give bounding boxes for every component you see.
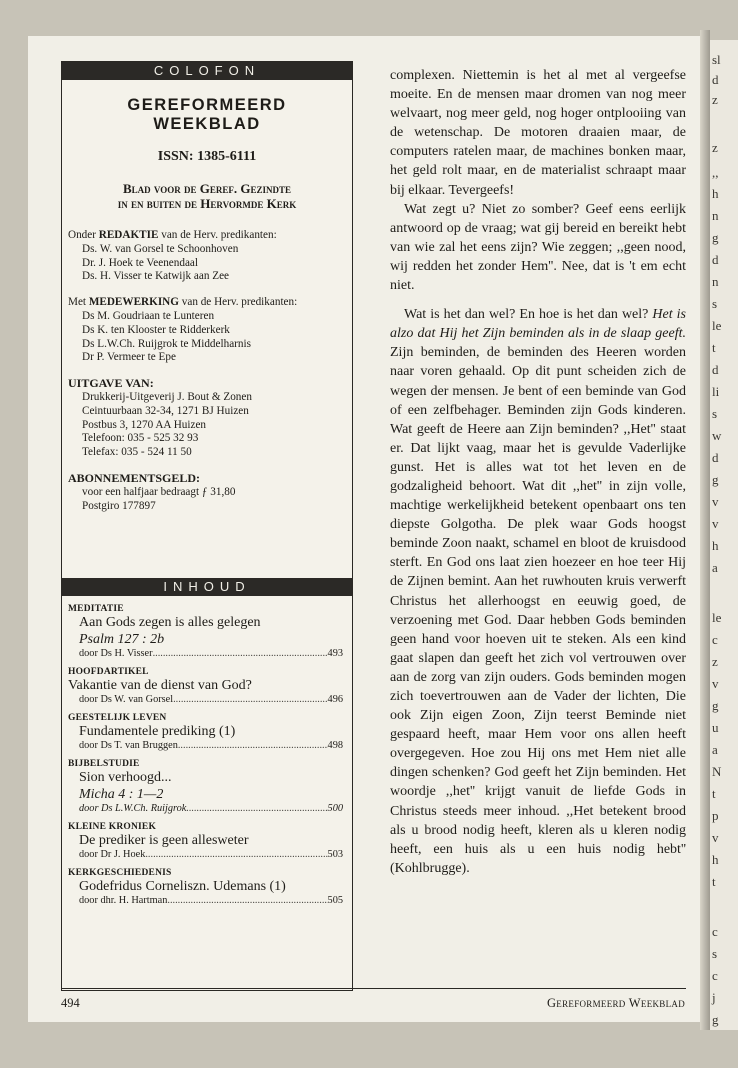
toc-page: 498 bbox=[327, 740, 343, 751]
adjacent-page-fragment: d bbox=[712, 72, 719, 87]
adjacent-page-fragment: N bbox=[712, 764, 722, 779]
medewerking-member: Dr P. Vermeer te Epe bbox=[82, 351, 176, 364]
toc-author-line: door dhr. H. Hartman ..... 505 bbox=[79, 895, 343, 906]
masthead-line-2: WEEKBLAD bbox=[153, 115, 261, 133]
adjacent-page-fragment: u bbox=[712, 720, 719, 735]
adjacent-page-fragment: c bbox=[712, 968, 718, 983]
uitgave-heading: UITGAVE VAN: bbox=[68, 376, 154, 391]
toc-entry bbox=[62, 822, 352, 860]
abonnement-block bbox=[68, 472, 352, 513]
adjacent-page-fragment: le bbox=[712, 318, 722, 333]
adjacent-page-fragment: a bbox=[712, 742, 718, 757]
adjacent-page-fragment: h bbox=[712, 186, 719, 201]
adjacent-page-fragment: n bbox=[712, 274, 719, 289]
adjacent-page-fragment: z bbox=[712, 140, 718, 155]
adjacent-page-fragment: g bbox=[712, 1012, 719, 1027]
adjacent-page-fragment: c bbox=[712, 924, 718, 939]
redactie-member: Dr. J. Hoek te Veenendaal bbox=[82, 256, 198, 269]
medewerking-block bbox=[68, 296, 352, 365]
medewerking-member: Ds L.W.Ch. Ruijgrok te Middelharnis bbox=[82, 337, 251, 350]
adjacent-page-fragment: g bbox=[712, 230, 719, 245]
adjacent-page-fragment: g bbox=[712, 698, 719, 713]
toc-category: HOOFDARTIKEL bbox=[68, 667, 149, 677]
article-column bbox=[390, 66, 686, 878]
redactie-member: Ds. W. van Gorsel te Schoonhoven bbox=[82, 242, 239, 255]
abonnement-heading: ABONNEMENTSGELD: bbox=[68, 470, 201, 485]
inhoud-box bbox=[61, 578, 353, 991]
adjacent-page-fragment: v bbox=[712, 494, 719, 509]
adjacent-page-fragment: z bbox=[712, 92, 718, 107]
adjacent-page-fragment: t bbox=[712, 874, 716, 889]
adjacent-page-fragment: t bbox=[712, 786, 716, 801]
adjacent-page-fragment: sl bbox=[712, 52, 721, 67]
redactie-intro: Onder REDAKTIE van de Herv. predikanten: bbox=[68, 229, 277, 241]
toc-title: Godefridus Corneliszn. Udemans (1) bbox=[79, 879, 286, 894]
toc-category: BIJBELSTUDIE bbox=[68, 759, 140, 769]
toc-page: 505 bbox=[327, 895, 343, 906]
article-paragraph: complexen. Niettemin is het al met al vergeefse moeite. En de mensen maar dromen van nog meer welvaart, nog meer geld, nog hoger ontplooiing van de wetenschap. De motoren draaien maar, de computers ratelen maar, de machines bonken maar, het geld rolt maar, en de materialist schraapt maar bij elkaar. Tevergeefs! bbox=[390, 68, 686, 198]
toc-entry bbox=[62, 713, 352, 751]
adjacent-page-edge bbox=[710, 40, 738, 1030]
toc-title: Sion verhoogd... bbox=[79, 770, 172, 785]
adjacent-page-fragment: t bbox=[712, 340, 716, 355]
toc-author-line: door Ds T. van Bruggen ..... 498 bbox=[79, 740, 343, 751]
adjacent-page-fragment: w bbox=[712, 428, 722, 443]
toc-author-line: door Dr J. Hoek ..... 503 bbox=[79, 849, 343, 860]
adjacent-page-fragment: s bbox=[712, 296, 718, 311]
scripture-quote: Het is alzo dat Hij het Zijn beminden als in de slaap geeft. bbox=[390, 307, 686, 342]
colofon-header-bar: COLOFON bbox=[62, 62, 352, 80]
adjacent-page-fragment: j bbox=[712, 990, 716, 1005]
running-title: Gereformeerd Weekblad bbox=[546, 996, 685, 1010]
uitgave-line: Ceintuurbaan 32-34, 1271 BJ Huizen bbox=[82, 404, 249, 417]
adjacent-page-fragment: h bbox=[712, 538, 719, 553]
uitgave-block bbox=[68, 377, 352, 460]
adjacent-page-fragment: c bbox=[712, 632, 718, 647]
adjacent-page-fragment: p bbox=[712, 808, 719, 823]
adjacent-page-fragment: h bbox=[712, 852, 719, 867]
book-gutter bbox=[700, 30, 710, 1030]
toc-entry bbox=[62, 604, 352, 659]
medewerking-member: Ds M. Goudriaan te Lunteren bbox=[82, 309, 215, 322]
masthead-line-1: GEREFORMEERD bbox=[127, 96, 287, 114]
toc-author-line: door Ds H. Visser ..... 493 bbox=[79, 648, 343, 659]
redactie-member: Ds. H. Visser te Katwijk aan Zee bbox=[82, 270, 230, 283]
medewerking-member: Ds K. ten Klooster te Ridderkerk bbox=[82, 323, 230, 336]
toc-category: KLEINE KRONIEK bbox=[68, 822, 157, 832]
subtitle-line-2: in en buiten de Hervormde Kerk bbox=[117, 196, 297, 211]
footer-rule bbox=[61, 988, 686, 989]
masthead-subtitle bbox=[62, 181, 352, 211]
adjacent-page-fragment: le bbox=[712, 610, 722, 625]
toc-page: 496 bbox=[327, 694, 343, 705]
toc-category: KERKGESCHIEDENIS bbox=[68, 868, 172, 878]
adjacent-page-fragment: d bbox=[712, 362, 719, 377]
toc-title: De prediker is geen allesweter bbox=[79, 833, 249, 848]
adjacent-page-fragment: s bbox=[712, 946, 718, 961]
uitgave-line: Telefoon: 035 - 525 32 93 bbox=[82, 432, 199, 445]
issn: ISSN: 1385-6111 bbox=[157, 149, 257, 164]
toc-entry bbox=[62, 759, 352, 814]
adjacent-page-fragment: n bbox=[712, 208, 719, 223]
subtitle-line-1: Blad voor de Geref. Gezindte bbox=[123, 181, 291, 196]
page-number: 494 bbox=[61, 996, 80, 1010]
toc-author-line: door Ds L.W.Ch. Ruijgrok ..... 500 bbox=[79, 803, 343, 814]
toc-page: 493 bbox=[327, 648, 343, 659]
uitgave-line: Drukkerij-Uitgeverij J. Bout & Zonen bbox=[82, 390, 252, 403]
adjacent-page-fragment: ,, bbox=[712, 165, 719, 180]
toc-author-line: door Ds W. van Gorsel ..... 496 bbox=[79, 694, 343, 705]
toc-title: Vakantie van de dienst van God? bbox=[68, 678, 252, 693]
masthead-title bbox=[62, 96, 352, 134]
toc-entry bbox=[62, 868, 352, 906]
abonnement-line: Postgiro 177897 bbox=[82, 499, 156, 512]
toc-category: MEDITATIE bbox=[68, 604, 124, 614]
uitgave-line: Telefax: 035 - 524 11 50 bbox=[82, 446, 192, 459]
adjacent-page-fragment: v bbox=[712, 676, 719, 691]
toc-page: 503 bbox=[327, 849, 343, 860]
adjacent-page-fragment: d bbox=[712, 252, 719, 267]
colofon-box bbox=[61, 61, 353, 583]
article-paragraph: Wat zegt u? Niet zo somber? Geef eens eerlijk antwoord op de vraag; wat gij bereid en bereikt hebt van wie zal het eens zijn? Wie zeggen; ,,geen nood, wij redden het zonder Hem''. Nee, dat is 't em echt niet. bbox=[390, 201, 686, 294]
adjacent-page-fragment: d bbox=[712, 450, 719, 465]
adjacent-page-fragment: li bbox=[712, 384, 720, 399]
adjacent-page-fragment: s bbox=[712, 406, 718, 421]
toc-title: Aan Gods zegen is alles gelegen bbox=[79, 615, 261, 630]
toc-page: 500 bbox=[327, 803, 343, 814]
toc-category: GEESTELIJK LEVEN bbox=[68, 713, 167, 723]
toc-title: Fundamentele prediking (1) bbox=[79, 724, 236, 739]
medewerking-intro: Met MEDEWERKING van de Herv. predikanten: bbox=[68, 296, 298, 309]
adjacent-page-fragment: z bbox=[712, 654, 718, 669]
adjacent-page-fragment: v bbox=[712, 830, 719, 845]
redactie-block bbox=[68, 229, 352, 284]
uitgave-line: Postbus 3, 1270 AA Huizen bbox=[82, 418, 207, 431]
inhoud-header-bar: INHOUD bbox=[62, 578, 352, 596]
toc-subtitle: Micha 4 : 1—2 bbox=[79, 787, 164, 802]
adjacent-page-fragment: a bbox=[712, 560, 718, 575]
article-paragraph: Wat is het dan wel? En hoe is het dan wel? Het is alzo dat Hij het Zijn beminden als in de slaap geeft. Zijn beminden, de beminden des Heeren worden naar voren gehaald. Op dit punt scheiden zich de wegen der mensen. Je bent of een beminde van God of een zelfbehager. Beminden zijn Gods kinderen. Wat geeft de Heere aan Zijn beminden? ,,Het'' staat er. Dat lijkt vaag, maar het is gevulde Vaderlijke gunst. Het is alles wat tot het leven en de godzaligheid behoort. Wat dit ,,het'' in zijn volle, machtige werkelijkheid betekent openbaart ons ten diepste Golgotha. De plek waar Gods hoogst beminde Zoon naakt, schamel en bloot de kruisdood sterft. En God ons laat zien hoezeer en hoe teer Hij de Zijnen bemint. Aan het ruwhouten kruis verwerft Christus het allerhoogst en eeuwig goed, de verzoening met God. Daar hebben Gods beminden geen hand voor hoeven uit te steken. Als een kind gaat slapen dan geeft het zich vol vertrouwen over aan de zorg van zijn ouders. Gods beminden mogen zich toevertrouwen aan de Vader der lichten, Die ook Zijn eigen Zoon, Zijn teerst Beminde niet gespaard heeft, maar Hem voor ons allen heeft overgegeven. Hoe zou Hij ons met Hem niet alle dingen schenken? God geeft het Zijn beminden. Het woordje ,,het'' krijgt vanuit de liefde Gods in Christus steeds meer inhoud. ,,Het betekent brood als u brood nodig heeft, kleren als u kleren nodig heeft, een huis als u een huis nodig hebt'' (Kohlbrugge). bbox=[390, 307, 686, 876]
toc-entry bbox=[62, 667, 352, 705]
abonnement-line: voor een halfjaar bedraagt ƒ 31,80 bbox=[82, 485, 236, 498]
adjacent-page-fragment: g bbox=[712, 472, 719, 487]
adjacent-page-fragment: v bbox=[712, 516, 719, 531]
toc-subtitle: Psalm 127 : 2b bbox=[79, 632, 165, 647]
